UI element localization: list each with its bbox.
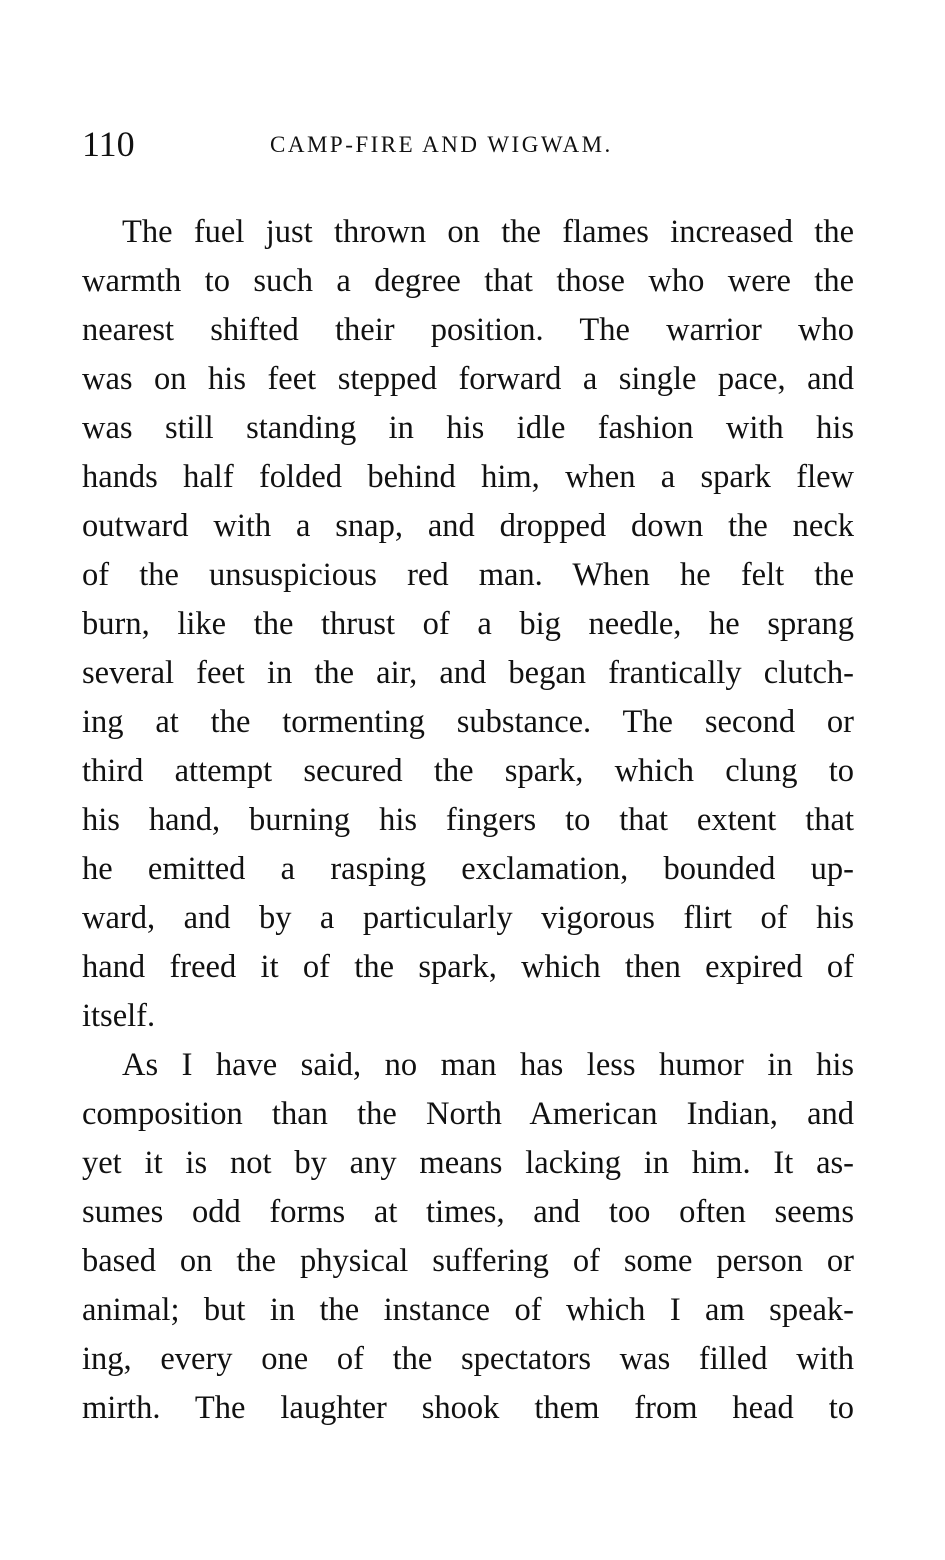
text-line: based on the physical suffering of some person or <box>82 1243 854 1279</box>
text-line: his hand, burning his fingers to that extent that <box>82 802 854 838</box>
text-line: composition than the North American Indian, and <box>82 1096 854 1132</box>
text-line: warmth to such a degree that those who were the <box>82 263 854 299</box>
text-line: he emitted a rasping exclamation, bounded up- <box>82 851 854 887</box>
text-line: outward with a snap, and dropped down the neck <box>82 508 854 544</box>
text-line: As I have said, no man has less humor in his <box>122 1047 854 1083</box>
text-line: mirth. The laughter shook them from head to <box>82 1390 854 1426</box>
running-title: CAMP-FIRE AND WIGWAM. <box>270 132 613 157</box>
body-text <box>82 208 854 1433</box>
text-line: yet it is not by any means lacking in him. It as- <box>82 1145 854 1181</box>
paragraph <box>82 208 854 1041</box>
text-line: hand freed it of the spark, which then expired of <box>82 949 854 985</box>
text-line: of the unsuspicious red man. When he felt the <box>82 557 854 593</box>
running-head <box>82 124 862 164</box>
text-line: several feet in the air, and began frantically clutch- <box>82 655 854 691</box>
text-line: was on his feet stepped forward a single pace, and <box>82 361 854 397</box>
text-line: sumes odd forms at times, and too often seems <box>82 1194 854 1230</box>
text-line: animal; but in the instance of which I am speak- <box>82 1292 854 1328</box>
text-line: The fuel just thrown on the flames increased the <box>122 214 854 250</box>
text-line: third attempt secured the spark, which clung to <box>82 753 854 789</box>
text-line: itself. <box>82 998 156 1034</box>
paragraph <box>82 1041 854 1433</box>
text-line: was still standing in his idle fashion with his <box>82 410 854 446</box>
text-line: ing, every one of the spectators was filled with <box>82 1341 854 1377</box>
text-line: ing at the tormenting substance. The second or <box>82 704 854 740</box>
text-line: ward, and by a particularly vigorous flirt of his <box>82 900 854 936</box>
text-line: burn, like the thrust of a big needle, he sprang <box>82 606 854 642</box>
page-number: 110 <box>82 124 135 164</box>
text-line: hands half folded behind him, when a spark flew <box>82 459 854 495</box>
text-line: nearest shifted their position. The warrior who <box>82 312 854 348</box>
